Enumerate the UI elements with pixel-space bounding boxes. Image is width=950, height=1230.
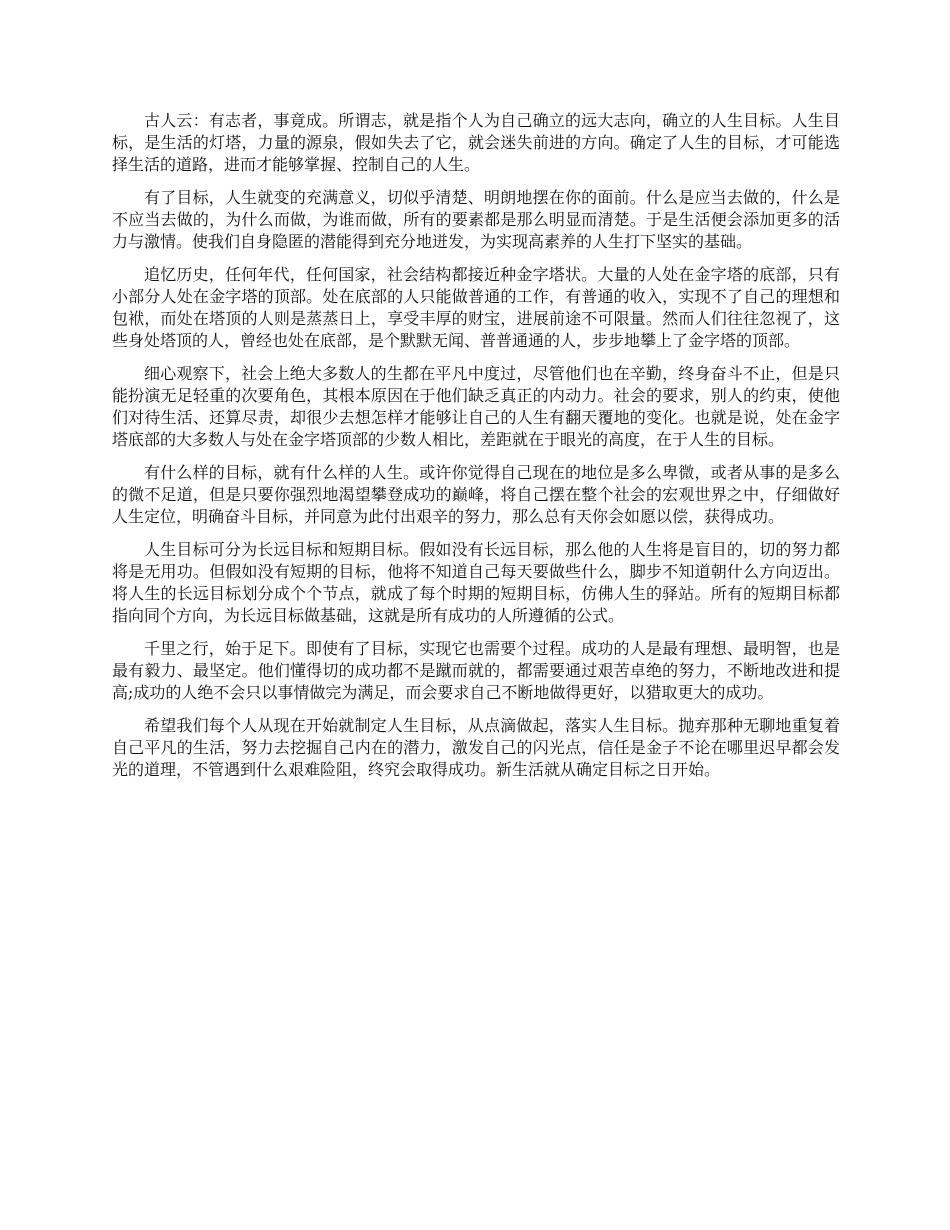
- paragraph-7: 千里之行，始于足下。即使有了目标，实现它也需要个过程。成功的人是最有理想、最明智，也是最有毅力、最坚定。他们懂得切的成功都不是蹴而就的，都需要通过艰苦卓绝的努力，不断地改进和提高;成功的人绝不会只以事情做完为满足，而会要求自己不断地做得更好，以猎取更大的成功。: [112, 639, 840, 702]
- paragraph-4: 细心观察下，社会上绝大多数人的生都在平凡中度过，尽管他们也在辛勤，终身奋斗不止，但是只能扮演无足轻重的次要角色，其根本原因在于他们缺乏真正的内动力。社会的要求，别人的约束，使他们对待生活、还算尽责，却很少去想怎样才能够让自己的人生有翻天覆地的变化。也就是说，处在金字塔底部的大多数人与处在金字塔顶部的少数人相比，差距就在于眼光的高度，在于人生的目标。: [112, 364, 840, 449]
- paragraph-8: 希望我们每个人从现在开始就制定人生目标，从点滴做起，落实人生目标。抛弃那种无聊地重复着自己平凡的生活，努力去挖掘自己内在的潜力，激发自己的闪光点，信任是金子不论在哪里迟早都会发光的道理，不管遇到什么艰难险阻，终究会取得成功。新生活就从确定目标之日开始。: [112, 716, 840, 779]
- paragraph-3: 追忆历史，任何年代，任何国家，社会结构都接近种金字塔状。大量的人处在金字塔的底部，只有小部分人处在金字塔的顶部。处在底部的人只能做普通的工作，有普通的收入，实现不了自己的理想和包袱，而处在塔顶的人则是蒸蒸日上，享受丰厚的财宝，进展前途不可限量。然而人们往往忽视了，这些身处塔顶的人，曾经也处在底部，是个默默无闻、普普通通的人，步步地攀上了金字塔的顶部。: [112, 265, 840, 350]
- paragraph-1: 古人云：有志者，事竟成。所谓志，就是指个人为自己确立的远大志向，确立的人生目标。人生目标，是生活的灯塔，力量的源泉，假如失去了它，就会迷失前进的方向。确定了人生的目标，才可能选择生活的道路，进而才能够掌握、控制自己的人生。: [112, 111, 840, 174]
- paragraph-5: 有什么样的目标，就有什么样的人生。或许你觉得自己现在的地位是多么卑微，或者从事的是多么的微不足道，但是只要你强烈地渴望攀登成功的巅峰，将自己摆在整个社会的宏观世界之中，仔细做好人生定位，明确奋斗目标，并同意为此付出艰辛的努力，那么总有天你会如愿以偿，获得成功。: [112, 463, 840, 526]
- paragraph-6: 人生目标可分为长远目标和短期目标。假如没有长远目标，那么他的人生将是盲目的，切的努力都将是无用功。但假如没有短期的目标，他将不知道自己每天要做些什么，脚步不知道朝什么方向迈出。将人生的长远目标划分成个个节点，就成了每个时期的短期目标，仿佛人生的驿站。所有的短期目标都指向同个方向，为长远目标做基础，这就是所有成功的人所遵循的公式。: [112, 540, 840, 625]
- paragraph-2: 有了目标，人生就变的充满意义，切似乎清楚、明朗地摆在你的面前。什么是应当去做的，什么是不应当去做的，为什么而做，为谁而做，所有的要素都是那么明显而清楚。于是生活便会添加更多的活力与激情。使我们自身隐匿的潜能得到充分地迸发，为实现高素养的人生打下坚实的基础。: [112, 188, 840, 251]
- document-body: [112, 110, 840, 792]
